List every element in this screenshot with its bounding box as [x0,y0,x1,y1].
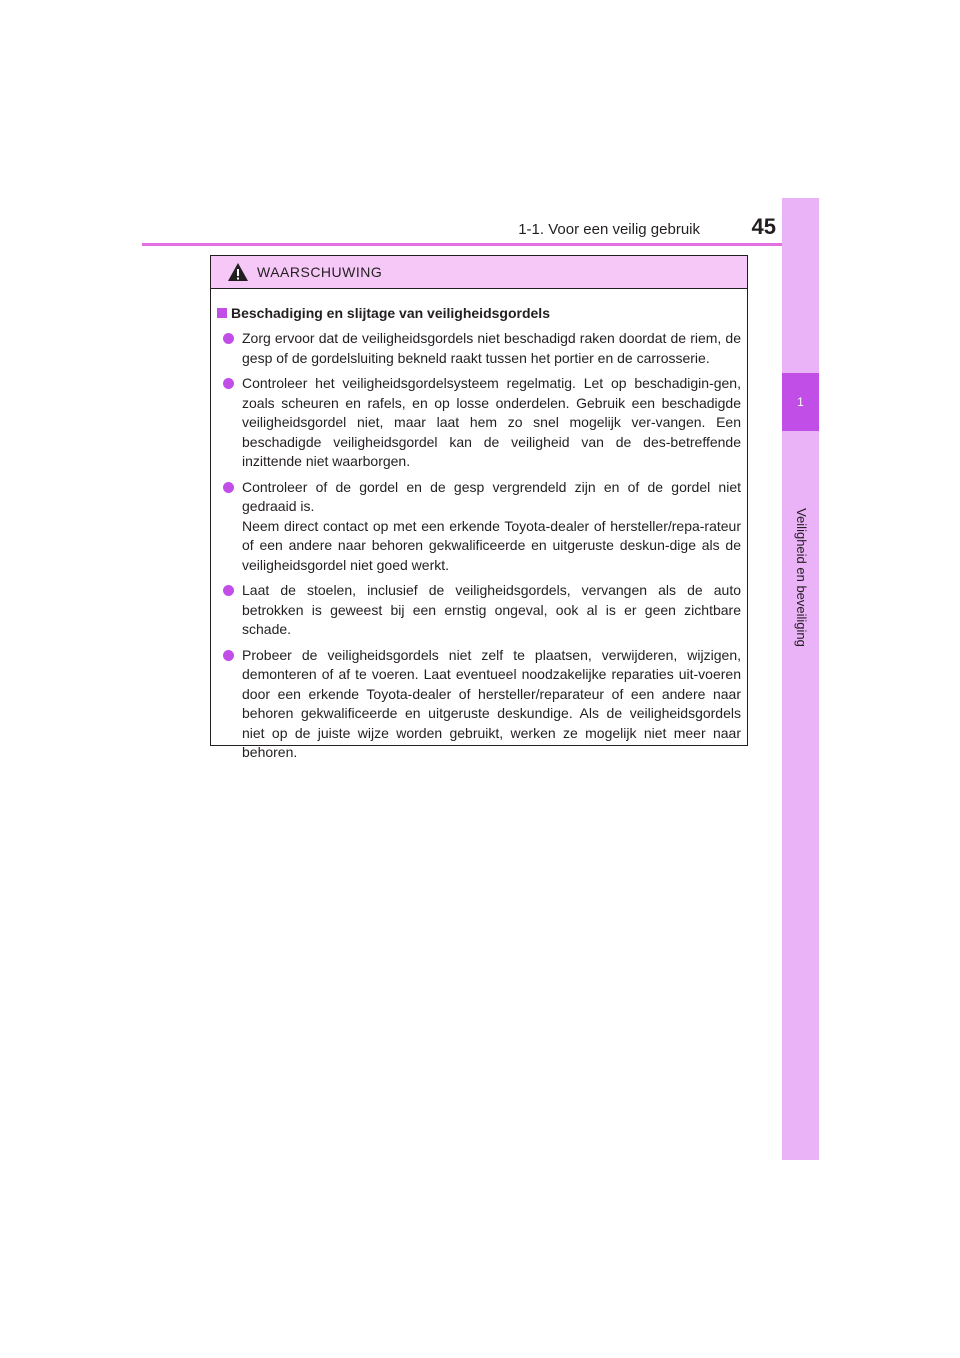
chapter-title-container [777,457,825,697]
warning-items [217,329,741,763]
warning-box [210,255,748,760]
bullet-dot-icon [223,378,234,389]
bullet-text: Controleer of de gordel en de gesp vergrendeld zijn en of de gordel niet gedraaid is. [242,478,741,514]
bullet-text: Laat de stoelen, inclusief de veiligheidsgordels, vervangen als de auto betrokken is geweest bij een ernstig ongeval, ook al is er geen zichtbare schade. [242,582,741,637]
chapter-title: Veiligheid en beveiliging [793,507,809,647]
page-number: 45 [751,214,776,239]
bullet-item [217,646,741,763]
bullet-dot-icon [223,585,234,596]
bullet-text: Probeer de veiligheidsgordels niet zelf te plaatsen, verwijderen, wijzigen, demonteren of af te voeren. Laat eventueel noodzakelijke reparaties uit-voeren door een erkende Toyota-dealer of hersteller/reparateur of een andere naar behoren gekwalificeerde en uitgeruste deskundige. Als de veiligheidsgordels niet op de juiste wijze worden gebruikt, werken ze mogelijk niet meer naar behoren. [242,646,741,760]
bullet-text: Controleer het veiligheidsgordelsysteem regelmatig. Let op beschadigin-gen, zoals scheuren en rafels, en op losse onderdelen. Gebruik een beschadigde veiligheidsgordel niet, maar laat hem zo snel mogelijk ver-vangen. Een beschadigde veiligheidsgordel kan de veiligheid van de des-betreffende inzittende niet waarborgen. [242,375,741,469]
warning-triangle-icon [227,262,249,282]
warning-title: WAARSCHUWING [257,264,383,280]
bullet-dot-icon [223,482,234,493]
bullet-text: Zorg ervoor dat de veiligheidsgordels niet beschadigd raken doordat de riem, de gesp of de gordelsluiting bekneld raakt tussen het portier en de carrosserie. [242,330,741,366]
bullet-text: Neem direct contact op met een erkende Toyota-dealer of hersteller/repa-rateur of een andere naar behoren gekwalificeerde en uitgeruste deskun-dige als de veiligheidsgordel niet goed werkt. [242,517,741,573]
section-heading [217,303,741,323]
chapter-number: 1 [797,395,804,409]
warning-body [211,289,747,763]
bullet-dot-icon [223,333,234,344]
square-bullet-icon [217,308,227,318]
warning-header [211,256,747,289]
chapter-number-tab [782,373,819,431]
bullet-item [217,478,741,576]
header-rule [142,243,818,246]
section-heading-text: Beschadiging en slijtage van veiligheidsgordels [231,305,550,321]
bullet-item [217,329,741,368]
section-title: 1-1. Voor een veilig gebruik [518,221,700,238]
bullet-item [217,581,741,640]
bullet-dot-icon [223,650,234,661]
bullet-item [217,374,741,472]
